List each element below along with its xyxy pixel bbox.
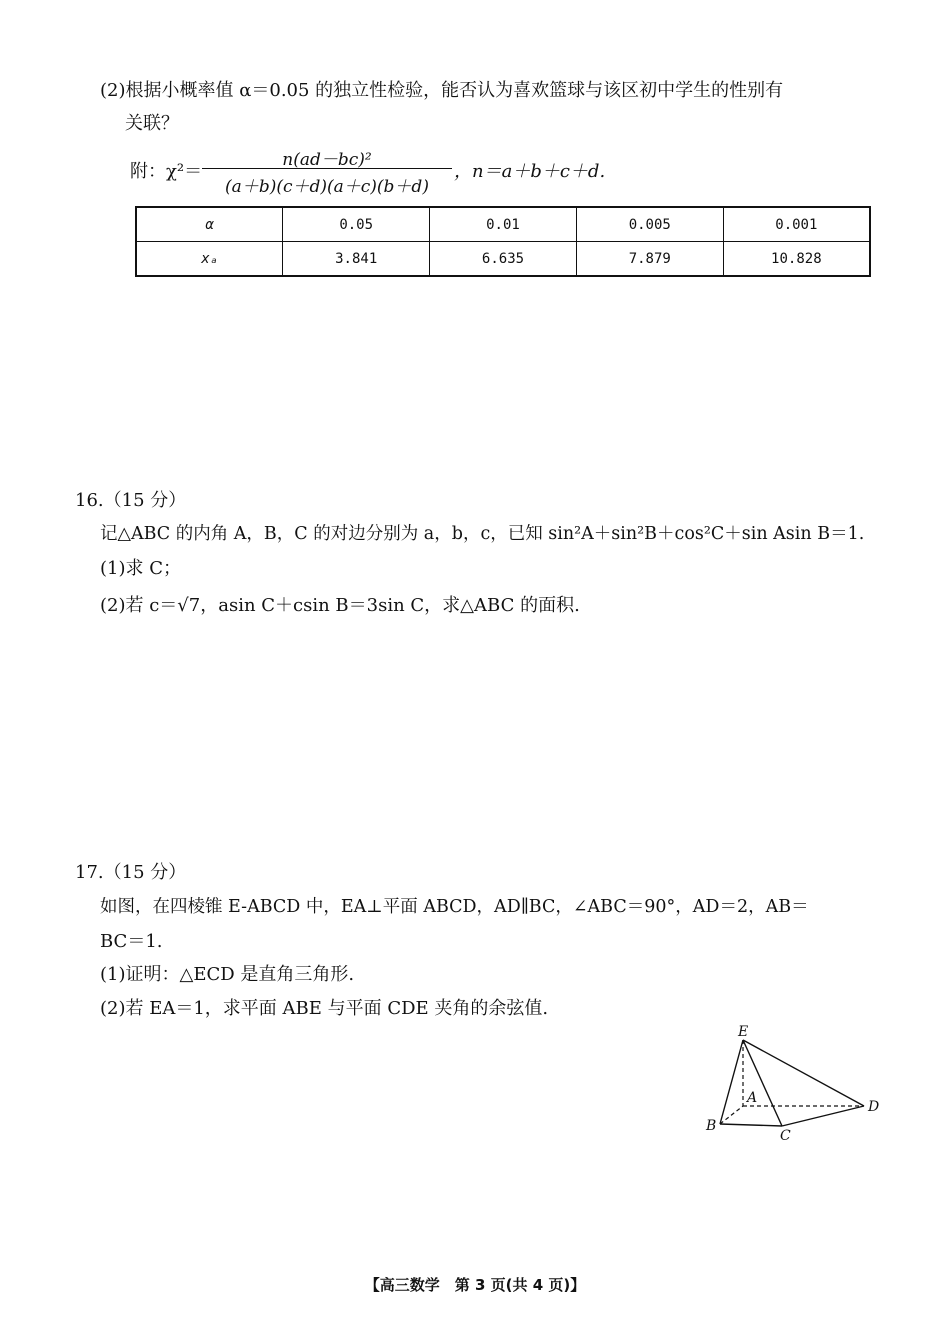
q16-stem: 记△ABC 的内角 A，B，C 的对边分别为 a，b，c，已知 sin²A＋sin²B＋cos²C＋sin Asin B＝1. — [100, 524, 865, 544]
q15-part2-line2: 关联？ — [125, 113, 179, 134]
q16-part2: (2)若 c＝√7，asin C＋csin B＝3sin C，求△ABC 的面积. — [100, 595, 580, 616]
edge-AB — [720, 1106, 743, 1124]
q15-part2-line1: (2)根据小概率值 α＝0.05 的独立性检验，能否认为喜欢篮球与该区初中学生的性别有 — [100, 80, 784, 101]
edge-BC — [720, 1124, 782, 1126]
table-cell: xₐ — [136, 242, 283, 277]
table-cell: 10.828 — [723, 242, 870, 277]
q17-header: 17.（15 分） — [75, 862, 187, 883]
label-E: E — [738, 1024, 749, 1040]
label-C: C — [780, 1128, 791, 1144]
formula-denominator: (a＋b)(c＋d)(a＋c)(b＋d) — [225, 177, 429, 197]
chi-square-fraction — [202, 145, 452, 195]
pyramid-figure — [700, 1022, 890, 1147]
label-B: B — [706, 1118, 717, 1134]
q17-stem-line1: 如图，在四棱锥 E-ABCD 中，EA⊥平面 ABCD，AD∥BC，∠ABC＝90°，AD＝2，AB＝ — [100, 897, 809, 917]
label-A: A — [747, 1090, 758, 1106]
label-D: D — [868, 1099, 880, 1115]
edge-CD — [782, 1106, 864, 1126]
q16-part1: (1)求 C； — [100, 558, 181, 579]
edge-EC — [743, 1040, 782, 1126]
critical-value-table — [135, 206, 871, 277]
edge-ED — [743, 1040, 864, 1106]
table-cell: 0.01 — [430, 207, 577, 242]
table-cell: α — [136, 207, 283, 242]
q17-stem-line2: BC＝1. — [100, 931, 163, 952]
formula-suffix: ，n＝a＋b＋c＋d. — [454, 161, 606, 182]
table-row — [136, 207, 870, 242]
table-cell: 6.635 — [430, 242, 577, 277]
table-cell: 7.879 — [576, 242, 723, 277]
fraction-bar — [202, 168, 452, 169]
table-cell: 0.05 — [283, 207, 430, 242]
table-cell: 0.001 — [723, 207, 870, 242]
table-cell: 3.841 — [283, 242, 430, 277]
formula-prefix: 附：χ²＝ — [130, 161, 203, 182]
q16-header: 16.（15 分） — [75, 490, 187, 511]
edge-EB — [720, 1040, 743, 1124]
formula-numerator: n(ad－bc)² — [282, 150, 372, 170]
table-row — [136, 242, 870, 277]
table-cell: 0.005 — [576, 207, 723, 242]
page-footer: 【高三数学 第 3 页(共 4 页)】 — [364, 1276, 586, 1294]
q17-part2: (2)若 EA＝1，求平面 ABE 与平面 CDE 夹角的余弦值. — [100, 998, 549, 1019]
q17-part1: (1)证明：△ECD 是直角三角形. — [100, 964, 355, 985]
